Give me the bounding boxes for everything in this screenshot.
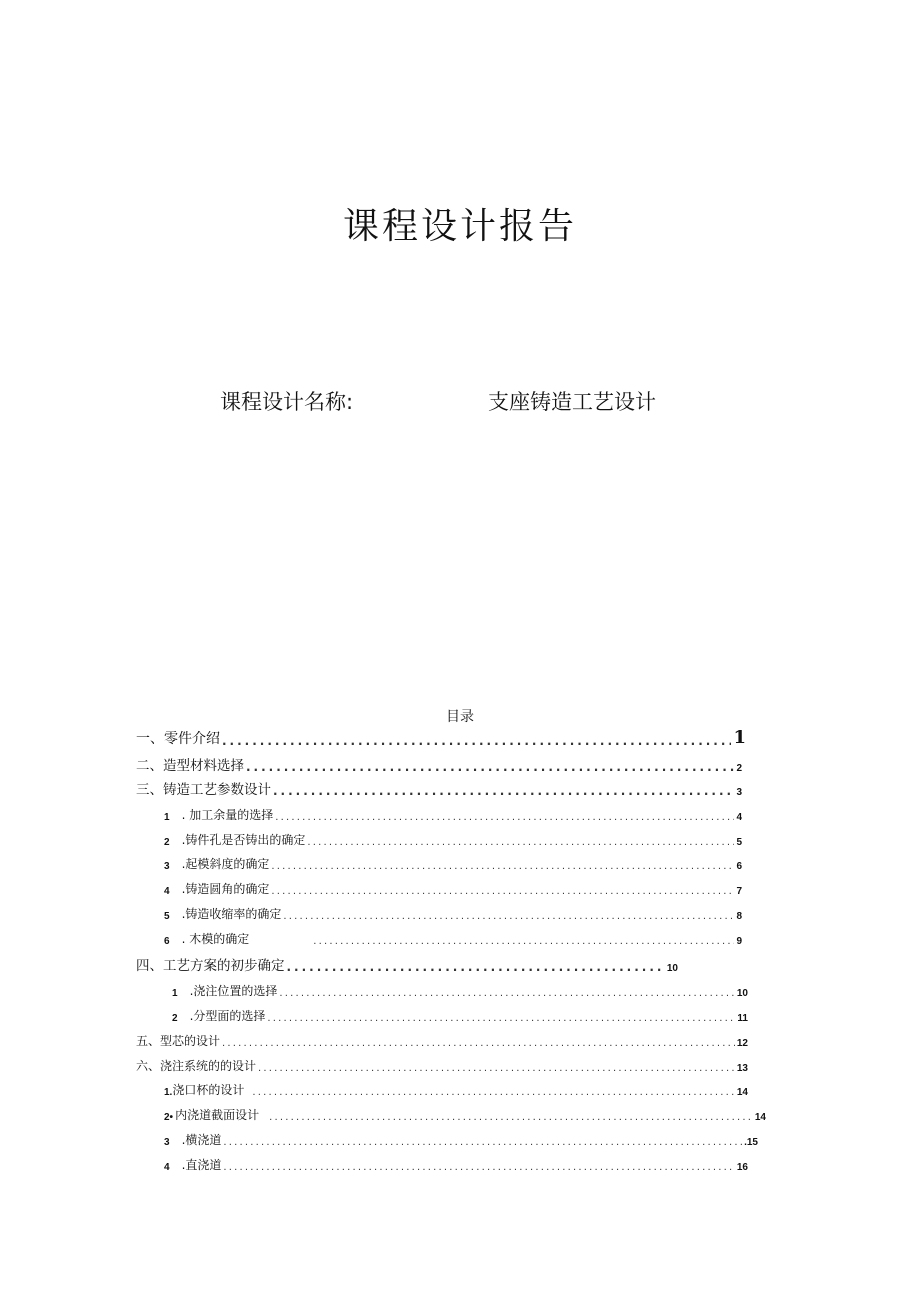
toc-entry[interactable]: [172, 981, 748, 999]
toc-entry-text: .横浇道: [181, 1133, 222, 1147]
toc-entry-number: 1.: [164, 1087, 173, 1098]
toc-entry[interactable]: [136, 730, 746, 748]
toc-entry-number: 1: [172, 988, 178, 999]
toc-entry-text: 二、造型材料选择: [136, 758, 244, 774]
course-name-value: 支座铸造工艺设计: [488, 390, 656, 414]
toc-leader-dots: [311, 936, 734, 947]
toc-entry[interactable]: [164, 1080, 748, 1098]
toc-entry[interactable]: [164, 805, 742, 823]
toc-entry-text: 内浇道截面设计: [175, 1108, 260, 1122]
toc-entry-text: .浇注位置的选择: [189, 984, 278, 998]
toc-entry-number: 6: [164, 936, 170, 947]
toc-entry-page: 6: [736, 861, 742, 872]
toc-entry-page: 5: [736, 837, 742, 848]
toc-entry[interactable]: [136, 1056, 748, 1074]
toc-entry-page: 11: [737, 1013, 748, 1024]
toc-entry-page: 8: [736, 911, 742, 922]
toc-leader-dots: [269, 886, 734, 897]
course-name-label: 课程设计名称:: [220, 390, 354, 414]
toc-entry-text: 四、工艺方案的初步确定: [136, 958, 285, 974]
toc-entry[interactable]: [136, 780, 742, 798]
toc-leader-dots: [281, 911, 734, 922]
toc-entry[interactable]: [164, 879, 742, 897]
toc-entry-number: 1: [164, 812, 170, 823]
toc-heading: 目录: [446, 709, 474, 725]
toc-entry[interactable]: [164, 904, 742, 922]
toc-leader-dots: [221, 1137, 742, 1148]
toc-leader-dots: [285, 960, 665, 974]
toc-leader-dots: [250, 1087, 735, 1098]
toc-entry[interactable]: [172, 1006, 748, 1024]
toc-entry[interactable]: [164, 854, 742, 872]
toc-entry[interactable]: [164, 1155, 748, 1173]
toc-entry-text: 六、浇注系统的的设计: [136, 1059, 257, 1073]
toc-leader-dots: [256, 1063, 735, 1074]
toc-entry-text: .分型面的选择: [189, 1009, 266, 1023]
report-title: 课程设计报告: [342, 206, 577, 247]
toc-entry-page: 13: [736, 1063, 748, 1074]
toc-entry-number: 3: [164, 1137, 170, 1148]
toc-entry-number: 4: [164, 886, 170, 897]
toc-leader-dots: [273, 812, 734, 823]
toc-entry-page: 16: [736, 1162, 748, 1173]
toc-entry[interactable]: [164, 1105, 766, 1123]
toc-entry-page: 14: [754, 1112, 766, 1123]
toc-entry-text: .铸造收缩率的确定: [181, 907, 282, 921]
toc-entry-text: .铸造圆角的确定: [181, 882, 270, 896]
toc-leader-dots: [220, 734, 731, 748]
toc-entry-text: 浇口杯的设计: [172, 1083, 245, 1097]
toc-entry[interactable]: [136, 756, 742, 774]
toc-entry-page: 14: [736, 1087, 748, 1098]
toc-entry[interactable]: [164, 830, 742, 848]
toc-leader-dots: [265, 1013, 735, 1024]
toc-leader-dots: [269, 861, 734, 872]
toc-entry-text: .铸件孔是否铸出的确定: [181, 833, 306, 847]
toc-entry-text: 一、零件介绍: [136, 731, 220, 747]
toc-entry-text: .起模斜度的确定: [181, 857, 270, 871]
toc-entry[interactable]: [164, 1130, 758, 1148]
toc-entry[interactable]: [136, 956, 678, 974]
toc-leader-dots: [267, 1112, 753, 1123]
toc-entry-page: 10: [736, 988, 748, 999]
toc-leader-dots: [271, 784, 734, 798]
toc-entry-page: .15: [744, 1137, 758, 1148]
toc-entry-text: . 加工余量的选择: [181, 808, 274, 822]
toc-entry[interactable]: [164, 929, 742, 947]
toc-leader-dots: [277, 988, 734, 999]
toc-leader-dots: [244, 760, 734, 774]
toc-entry-page: 4: [736, 812, 742, 823]
toc-entry-text: . 木模的确定: [181, 932, 250, 946]
toc-leader-dots: [305, 837, 734, 848]
toc-entry-number: 3: [164, 861, 170, 872]
toc-entry-text: .直浇道: [181, 1158, 222, 1172]
toc-entry-page: 10: [666, 963, 678, 974]
toc-entry[interactable]: [136, 1031, 748, 1049]
toc-entry-page: 1: [733, 730, 746, 748]
toc-leader-dots: [220, 1038, 735, 1049]
toc-entry-number: 2: [172, 1013, 178, 1024]
toc-leader-dots: [221, 1162, 734, 1173]
toc-entry-text: 五、型芯的设计: [136, 1034, 221, 1048]
toc-entry-number: 2•: [164, 1112, 174, 1123]
toc-entry-page: 7: [736, 886, 742, 897]
toc-entry-page: 12: [736, 1038, 748, 1049]
toc-entry-number: 2: [164, 837, 170, 848]
toc-entry-number: 4: [164, 1162, 170, 1173]
toc-entry-page: 3: [736, 787, 742, 798]
toc-entry-page: 9: [736, 936, 742, 947]
toc-entry-text: 三、铸造工艺参数设计: [136, 782, 271, 798]
toc-entry-page: 2: [736, 763, 742, 774]
toc-entry-number: 5: [164, 911, 170, 922]
